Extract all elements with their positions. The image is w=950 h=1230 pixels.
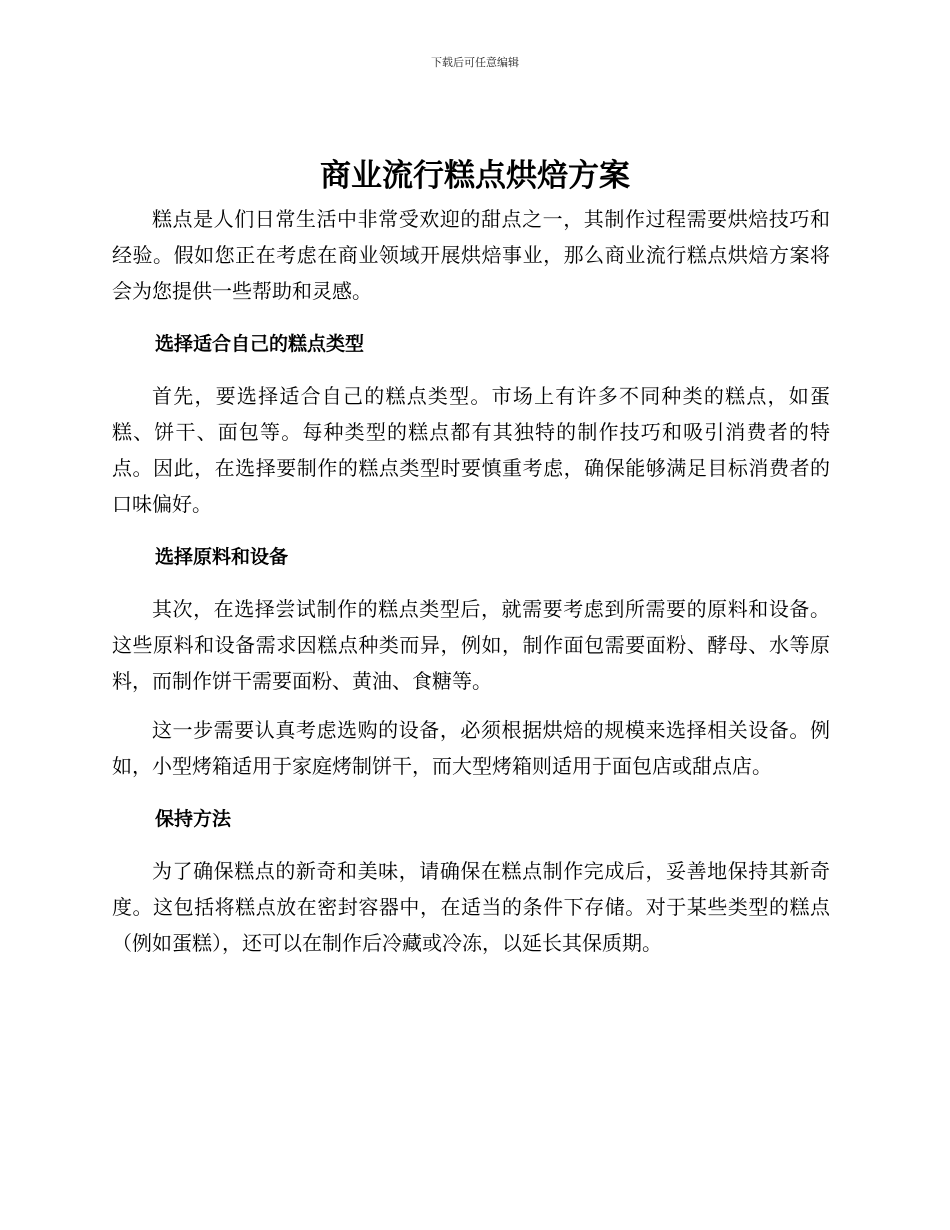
section-paragraph: 其次，在选择尝试制作的糕点类型后，就需要考虑到所需要的原料和设备。这些原料和设备需求因糕点种类而异，例如，制作面包需要面粉、酵母、水等原料，而制作饼干需要面粉、黄油、食糖等。 <box>112 597 830 693</box>
section-heading-cake-type: 选择适合自己的糕点类型 <box>155 333 365 355</box>
section-paragraph: 这一步需要认真考虑选购的设备，必须根据烘焙的规模来选择相关设备。例如，小型烤箱适用于家庭烤制饼干，而大型烤箱则适用于面包店或甜点店。 <box>112 718 830 778</box>
section-heading-preservation: 保持方法 <box>155 808 232 830</box>
section-paragraph: 为了确保糕点的新奇和美味，请确保在糕点制作完成后，妥善地保持其新奇度。这包括将糕点放在密封容器中，在适当的条件下存储。对于某些类型的糕点（例如蛋糕），还可以在制作后冷藏或冷冻，以延长其保质期。 <box>112 859 830 955</box>
page-header-note: 下载后可任意编辑 <box>431 56 519 69</box>
section-heading-materials: 选择原料和设备 <box>155 546 289 568</box>
document-body <box>112 201 830 961</box>
intro-paragraph: 糕点是人们日常生活中非常受欢迎的甜点之一，其制作过程需要烘焙技巧和经验。假如您正在考虑在商业领域开展烘焙事业，那么商业流行糕点烘焙方案将会为您提供一些帮助和灵感。 <box>112 207 830 303</box>
document-title: 商业流行糕点烘焙方案 <box>320 158 630 194</box>
section-paragraph: 首先，要选择适合自己的糕点类型。市场上有许多不同种类的糕点，如蛋糕、饼干、面包等。每种类型的糕点都有其独特的制作技巧和吸引消费者的特点。因此，在选择要制作的糕点类型时要慎重考虑，确保能够满足目标消费者的口味偏好。 <box>112 384 830 516</box>
